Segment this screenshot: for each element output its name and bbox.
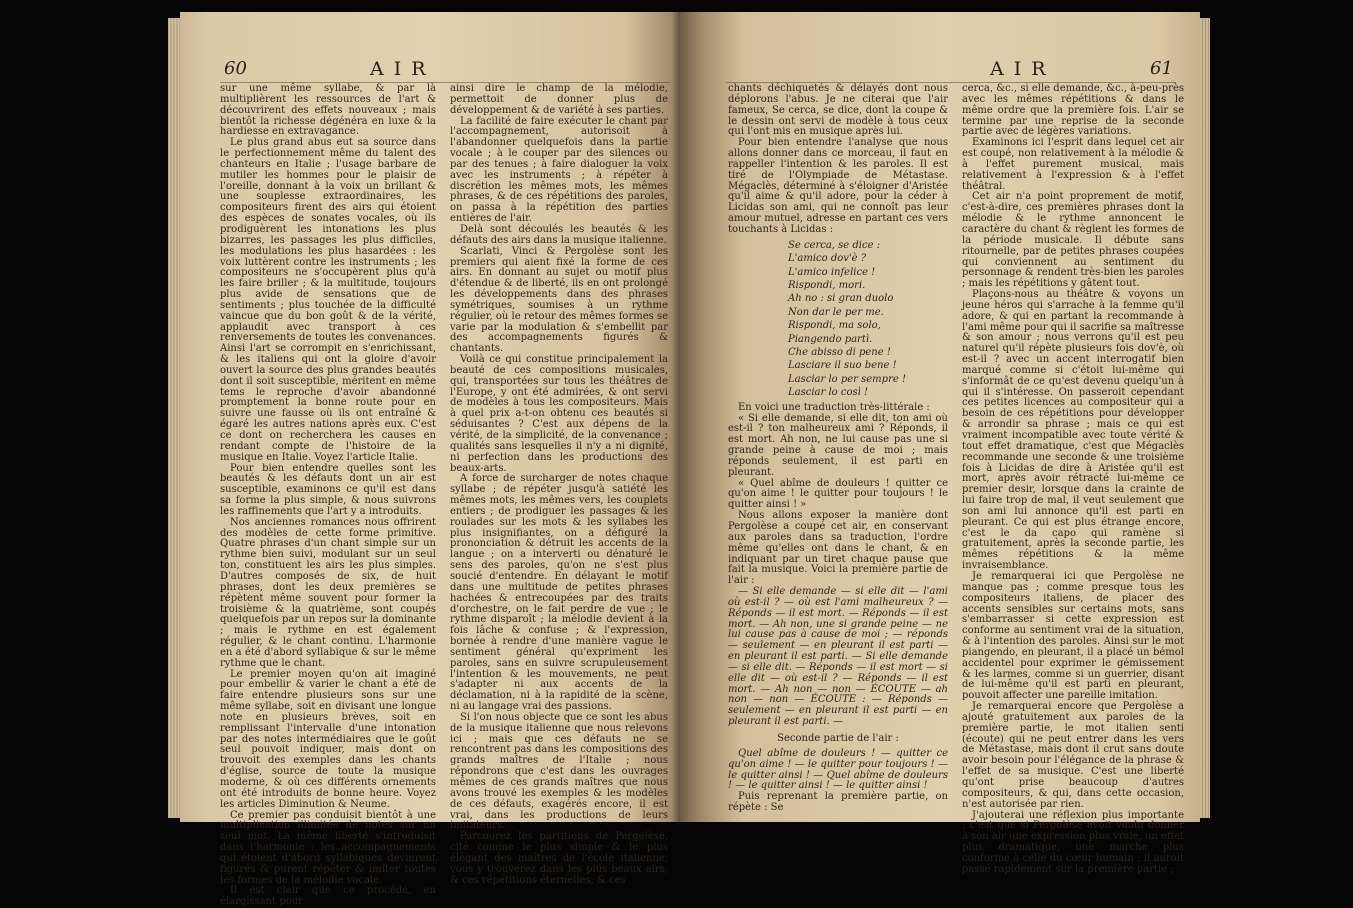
paragraph: Nos anciennes romances nous offrirent des modèles de cette forme primitive. Quatre phrases d'un chant simple sur un rythme bien suivi, modulant sur un seul ton, constituent les airs les plus simples. D'autres composés de six, de huit phrases, dont les deux premières se répètent même souvent pour former la troisième & la quatrième, sont coupés quelquefois par un repos sur la dominante ; mais le rythme en est également régulier, & le chant continu. L'harmonie en a été d'abord syllabique & sur le même rythme que le chant. (220, 516, 436, 669)
page-number-left: 60 (224, 58, 247, 79)
paragraph: En voici une traduction très-littérale : (738, 401, 930, 413)
verse-line: Ah no : si gran duolo (788, 293, 894, 305)
paragraph: Voilà ce qui constitue principalement la beauté de ces compositions musicales, qui, transportées sur tous les théâtres de l'Europe, y ont été admirées, & ont servi de modèles à tous les compositeurs. Mais à quel prix a-t-on obtenu ces beautés si séduisantes ? C'est aux dépens de la vérité, de la simplicité, de la convenance ; qualités sans lesquelles il n'y a ni dignité, ni perfection dans les productions des beaux-arts. (450, 354, 668, 474)
verse-line: Se cerca, se dice : (788, 239, 881, 251)
running-header-left: A I R (370, 58, 428, 80)
verse-line: Rispondi, ma solo, (788, 320, 881, 332)
paragraph: Cet air n'a point proprement de motif, c'est-à-dire, ces premières phrases dont la mélodie & le rythme annoncent le caractère du chant & règlent les formes de la période musicale. Il débute sans ritournelle, par de petites phrases coupées qui conviennent au sentiment du personnage & rendent très-bien les paroles ; mais les répétitions y gâtent tout. (962, 191, 1184, 290)
verse-line: Che abisso di pene ! (788, 347, 891, 359)
paragraph: Ce premier pas conduisit bientôt à une multiplication illimitée de notes sur un seul mot. La même liberté s'introduisit dans l'harmonie : les accompagnements qui étoient d'abord syllabiques devinrent figurés & purent répéter & imiter toutes les formes de la mélodie vocale. (220, 809, 436, 886)
paragraph: Parcourez les partitions de Pergolèse, cité comme le plus simple & le plus élégant des maîtres de l'école italienne, vous y trouverez dans les plus beaux airs, & ces répétitions éternelles, & ces (450, 831, 668, 886)
left-column-1 (220, 84, 436, 908)
paragraph: Je remarquerai encore que Pergolèse a ajouté gratuitement aux paroles de la première partie, le mot italien senti (écoute) qui ne peut entrer dans les vers de Métastase, mais dont il crut sans doute avoir besoin pour l'élégance de la phrase & l'effet de sa musique. C'est une liberté qu'ont prise beaucoup d'autres compositeurs, & qui, dans cette occasion, n'est autorisée par rien. (962, 701, 1184, 810)
paragraph: chants déchiquetés & délayés dont nous déplorons l'abus. Je ne citerai que l'air fameux, Se cerca, se dice, dont la coupe & le dessin ont servi de modèle à tous ceux qui l'ont mis en musique après lui. (728, 83, 948, 138)
paragraph: cerca, &c., si elle demande, &c., à-peu-près avec les mêmes répétitions & dans le même ordre que la première fois. L'air se termine par une reprise de la seconde partie avec de légères variations. (962, 83, 1184, 138)
paragraph: Examinons ici l'esprit dans lequel cet air est coupé, non relativement à la mélodie & à l'effet purement musical, mais relativement à l'expression & à l'effet théâtral. (962, 137, 1184, 192)
verse-line: Lasciar lo così ! (788, 387, 868, 399)
paragraph: Pour bien entendre l'analyse que nous allons donner dans ce morceau, il faut en rappeller l'intention & les paroles. Il est tiré de l'Olympiade de Métastase. Mégaclès, déterminé à s'éloigner d'Aristée qu'il aime & qu'il adore, pour la céder à Licidas son ami, qui ne connoît pas leur amour mutuel, adresse en partant ces vers touchants à Licidas : (728, 137, 948, 235)
verse-line: Rispondi, mori. (788, 280, 866, 292)
page-number-right: 61 (1150, 58, 1173, 79)
paragraph: sur une même syllabe, & par là multiplièrent les ressources de l'art & découvrirent des effets nouveaux ; mais bientôt la richesse dégénéra en luxe & la hardiesse en extravagance. (220, 83, 436, 138)
verse-line: L'amico dov'è ? (788, 253, 867, 265)
section-heading: Seconde partie de l'air : (777, 733, 899, 744)
verse-line: Lasciar lo per sempre ! (788, 373, 906, 385)
left-column-2 (450, 84, 668, 886)
verse-line: Lasciare il suo bene ! (788, 360, 897, 372)
paragraph: Plaçons-nous au théâtre & voyons un jeune héros qui s'arrache à la femme qu'il adore, & qui en partant la recommande à l'ami même pour qui il sacrifie sa maîtresse & son amour ; nous verrons qu'il est peu naturel qu'il répète plusieurs fois dov'è, où est-il ? avec un accent interrogatif bien marqué comme si c'étoit lui-même qui s'informât de ce qu'est devenu quelqu'un à qui il s'intéresse. On passeroit cependant ces petites licences au compositeur qui a besoin de ces répétitions pour développer & arrondir sa phrase ; mais ce qui est vraiment incompatible avec toute vérité & tout effet dramatique, c'est que Mégaclès recommande une seconde & une troisième fois à Licidas de dire à Aristée qu'il est mort, après avoir rétracté lui-même ce premier desir, lorsque dans la crainte de lui faire trop de mal, il veut seulement que son ami lui annonce qu'il est parti en pleurant. Ce qui est plus étrange encore, c'est le da capo qui ramène si gratuitement, après la seconde partie, les mêmes répétitions & la même invraisemblance. (962, 289, 1184, 572)
paragraph: ainsi dire le champ de la mélodie, permettoit de donner plus de développement & de variété à ses parties. (450, 83, 668, 116)
open-book (150, 4, 1210, 908)
paragraph: A force de surcharger de notes chaque syllabe ; de répéter jusqu'à satiété les mêmes mots, les mêmes vers, les couplets entiers ; de prodiguer les passages & les roulades sur les mots & les syllabes les plus insignifiantes, on a défiguré la prononciation & détruit les accents de la langue ; on a interverti ou dénaturé le sens des paroles, qu'on ne s'est plus soucié d'entendre. En délayant le motif dans une multitude de petites phrases hachées & entrecoupées par des traits d'orchestre, on le fait perdre de vue ; le rythme disparoît ; la mélodie devient à la fois lâche & confuse ; & l'expression, bornée à rendre d'une manière vague le sentiment général qu'expriment les paroles, sans en suivre scrupuleusement l'intention & les mouvements, ne peut s'adapter ni aux accents de la déclamation, ni à la rapidité de la scène, ni au langage vrai des passions. (450, 473, 668, 713)
paragraph: « Quel abîme de douleurs ! quitter ce qu'on aime ! le quitter pour toujours ! le quitter ainsi ! » (728, 477, 948, 511)
left-page (180, 12, 685, 908)
paragraph: J'ajouterai une réflexion plus importante : c'est que si Pergolèse avoit voulu donner à son air une expression plus vraie, un effet plus dramatique, une marche plus conforme à celle du cœur humain ; il auroit passé rapidement sur la première partie ; (962, 809, 1185, 875)
right-page (680, 12, 1200, 875)
italian-verse (788, 239, 948, 400)
verse-line: L'amico infelice ! (788, 266, 876, 278)
paragraph: Si l'on nous objecte que ce sont les abus de la musique italienne que nous relevons ici ; mais que ces défauts ne se rencontrent pas dans les compositions des grands maîtres de l'Italie ; nous répondrons que c'est dans les ouvrages mêmes de ces grands maîtres que nous avons trouvé les exemples & les modèles de ces défauts, exagérés encore, il est vrai, dans les productions de leurs imitateurs. (450, 711, 668, 832)
verse-line: Piangendo partì. (788, 333, 873, 345)
paragraph: Delà sont découlés les beautés & les défauts des airs dans la musique italienne. (450, 223, 668, 246)
verse-line: Non dar le per me. (788, 306, 884, 318)
paragraph: Pour bien entendre quelles sont les beautés & les défauts dont un air est susceptible, examinons ce qu'il est dans sa forme la plus simple, & nous suivrons les raffinements que l'art y a introduits. (220, 462, 436, 517)
paragraph: Puis reprenant la première partie, on répète : Se (728, 791, 948, 814)
paragraph: « Si elle demande, si elle dit, ton ami où est-il ? ton malheureux ami ? Réponds, il est mort. Ah non, ne lui cause pas une si grande peine à cause de moi ; mais réponds seulement, il est parti en pleurant. (728, 412, 948, 478)
paragraph: Le premier moyen qu'on ait imaginé pour embellir & varier le chant a été de faire entendre plusieurs sons sur une même syllabe, soit en divisant une longue note en plusieurs brèves, soit en remplissant l'intervalle d'une intonation par des notes intermédiaires que le goût seul pouvoit indiquer, mais dont on trouvoit des exemples dans les chants d'église, source de toute la musique moderne, & où ces différents ornements ont été introduits de bonne heure. Voyez les articles Diminution & Neume. (220, 668, 436, 810)
paragraph: Je remarquerai ici que Pergolèse ne manque pas ; comme presque tous les compositeurs italiens, de placer des accents sensibles sur certains mots, sans s'embarrasser si cette expression est conforme au sentiment vrai de la situation, & à l'intention des paroles. Ainsi sur le mot piangendo, en pleurant, il a placé un bémol accidentel pour exprimer le gémissement & les larmes, comme si un guerrier, disant de lui-même qu'il est parti en pleurant, pouvoit affecter une pareille imitation. (962, 570, 1184, 702)
right-column-1 (728, 84, 948, 814)
paragraph: Il est clair que ce procédé, en élargissant pour (220, 885, 436, 908)
paragraph: Nous allons exposer la manière dont Pergolèse a coupé cet air, en conservant aux paroles dans sa traduction, l'ordre même qu'elles ont dans le chant, & en indiquant par un tiret chaque pause que fait la musique. Voici la première partie de l'air : (728, 510, 948, 587)
running-header-right: A I R (990, 58, 1048, 80)
paragraph: Quel abîme de douleurs ! — quitter ce qu'on aime ! — le quitter pour toujours ! — le quitter ainsi ! — Quel abîme de douleurs ! — le quitter ainsi ! — le quitter ainsi ! (728, 747, 948, 792)
paragraph: Le plus grand abus eut sa source dans le perfectionnement même du talent des chanteurs en Italie ; l'usage barbare de mutiler les hommes pour le plaisir de l'oreille, donnant à la voix un brillant & une souplesse extraordinaires, les compositeurs firent des airs qui étoient des espèces de sonates vocales, où ils prodiguèrent les intonations les plus bizarres, les passages les plus difficiles, les modulations les plus hasardées : les voix luttèrent contre les instruments ; les compositeurs ne s'occupèrent plus qu'à les faire briller ; & la multitude, toujours plus avide de sensations que de sentiments ; plus touchée de la difficulté vaincue que du bon goût & de la vérité, applaudit avec transport à ces renversements de toutes les convenances. Ainsi l'art se corrompit en s'enrichissant, & les italiens qui ont la gloire d'avoir ouvert la source des plus grandes beautés dont il soit susceptible, méritent en même tems le reproche d'avoir abandonné promptement la bonne route pour en suivre une fausse où ils ont entraîné & égaré les autres nations après eux. C'est ce dont on recherchera les causes en rendant compte de l'histoire de la musique en Italie. Voyez l'article Italie. (220, 137, 436, 463)
paragraph: La facilité de faire exécuter le chant par l'accompagnement, autorisoit à l'abandonner quelquefois dans la partie vocale ; à le couper par des silences ou par des tenues ; à faire dialoguer la voix avec les instruments ; à répéter à discrétion les mêmes mots, les mêmes phrases, & de ces répétitions des paroles, on passa à la répétition des parties entières de l'air. (450, 115, 668, 225)
paragraph: — Si elle demande — si elle dit — l'ami où est-il ? — où est l'ami malheureux ? — Réponds — il est mort. — Réponds — il est mort. — Ah non, une si grande peine — ne lui cause pas à cause de moi ; — réponds — seulement — en pleurant il est parti — en pleurant il est parti. — Si elle demande — si elle dit. — Réponds — il est mort — si elle dit — où est-il ? — Réponds — il est mort. — Ah non — non — ÉCOUTE — ah non — non — ÉCOUTE : — Réponds — seulement — en pleurant il est parti — en pleurant il est parti. — (728, 586, 948, 728)
right-column-2 (962, 84, 1184, 876)
paragraph: Scarlati, Vinci & Pergolèse sont les premiers qui aient fixé la forme de ces airs. En donnant au sujet ou motif plus d'étendue & de liberté, ils en ont prolongé les développements dans des phrases symétriques, soumises à un rythme régulier, où le retour des mêmes formes se varie par la modulation & s'embellit par des accompagnements figurés & chantants. (450, 245, 668, 355)
